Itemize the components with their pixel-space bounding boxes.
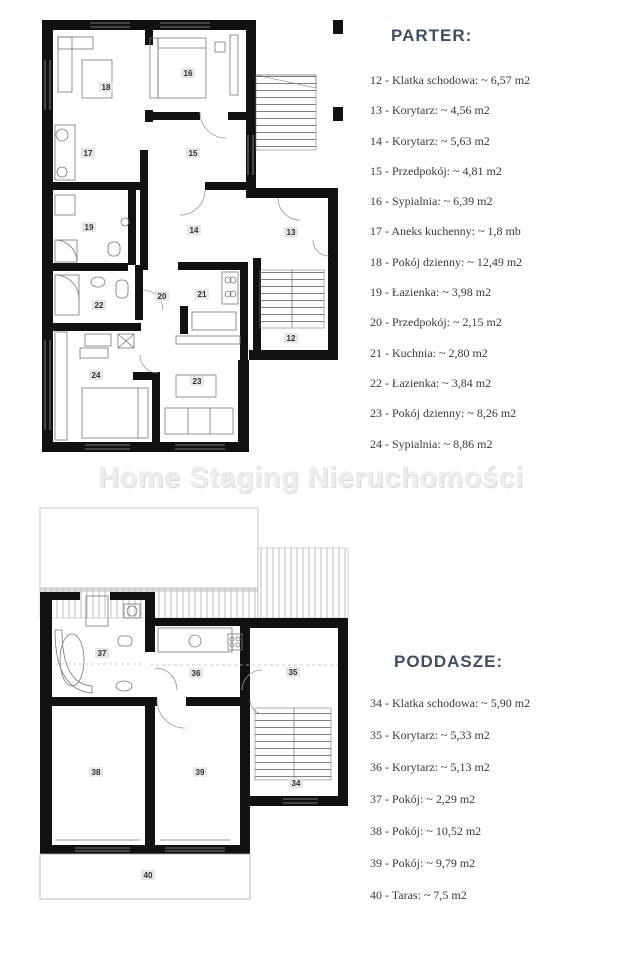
poddasze-legend [370,696,530,920]
legend-item-38: 38 - Pokój: ~ 10,52 m2 [370,824,482,838]
legend-item-15: 15 - Przedpokój: ~ 4,81 m2 [370,163,502,178]
legend-item-20: 20 - Przedpokój: ~ 2,15 m2 [370,315,502,330]
legend-item-16: 16 - Sypialnia: ~ 6,39 m2 [370,194,493,209]
legend-item-40: 40 - Taras: ~ 7,5 m2 [370,888,467,902]
parter-windows [45,23,253,449]
legend-item-23: 23 - Pokój dzienny: ~ 8,26 m2 [370,406,517,421]
svg-text:23: 23 [192,377,202,386]
watermark: Home Staging Nieruchomości [98,462,524,494]
svg-text:19: 19 [84,223,94,232]
legend-item-17: 17 - Aneks kuchenny: ~ 1,8 mb [370,224,521,239]
poddasze-heading: PODDASZE: [394,652,504,671]
legend-item-22: 22 - Łazienka: ~ 3,84 m2 [370,375,492,390]
poddasze-stairs [255,708,331,780]
svg-text:34: 34 [291,779,301,788]
svg-text:37: 37 [97,649,107,658]
svg-text:40: 40 [143,871,153,880]
svg-text:39: 39 [195,768,205,777]
poddasze-plan [40,508,348,899]
svg-text:13: 13 [286,228,296,237]
legend-item-14: 14 - Korytarz: ~ 5,63 m2 [370,133,490,148]
legend-item-13: 13 - Korytarz: ~ 4,56 m2 [370,103,490,118]
poddasze-windows [75,799,318,851]
svg-text:22: 22 [94,301,104,310]
svg-text:35: 35 [288,668,298,677]
legend-item-35: 35 - Korytarz: ~ 5,33 m2 [370,728,490,742]
legend-item-21: 21 - Kuchnia: ~ 2,80 m2 [370,345,488,360]
svg-text:21: 21 [197,290,207,299]
legend-item-36: 36 - Korytarz: ~ 5,13 m2 [370,760,490,774]
parter-doors [140,112,329,373]
legend-item-19: 19 - Łazienka: ~ 3,98 m2 [370,285,492,300]
svg-text:17: 17 [83,149,93,158]
svg-text:14: 14 [189,226,199,235]
svg-text:12: 12 [286,334,296,343]
svg-text:24: 24 [91,371,101,380]
parter-plan [42,20,343,452]
svg-text:16: 16 [183,69,193,78]
parter-heading: PARTER: [391,26,473,45]
parter-legend [370,73,530,467]
svg-text:18: 18 [101,83,111,92]
svg-text:20: 20 [157,292,167,301]
legend-item-18: 18 - Pokój dzienny: ~ 12,49 m2 [370,254,523,269]
legend-item-34: 34 - Klatka schodowa: ~ 5,90 m2 [370,696,531,710]
legend-item-39: 39 - Pokój: ~ 9,79 m2 [370,856,476,870]
poddasze-slope-lines [55,664,338,665]
legend-item-24: 24 - Sypialnia: ~ 8,86 m2 [370,436,493,451]
svg-text:36: 36 [191,669,201,678]
roof-slope-right [258,548,348,618]
legend-item-37: 37 - Pokój: ~ 2,29 m2 [370,792,476,806]
legend-item-12: 12 - Klatka schodowa: ~ 6,57 m2 [370,73,531,87]
svg-text:15: 15 [188,149,198,158]
svg-text:38: 38 [91,768,101,777]
